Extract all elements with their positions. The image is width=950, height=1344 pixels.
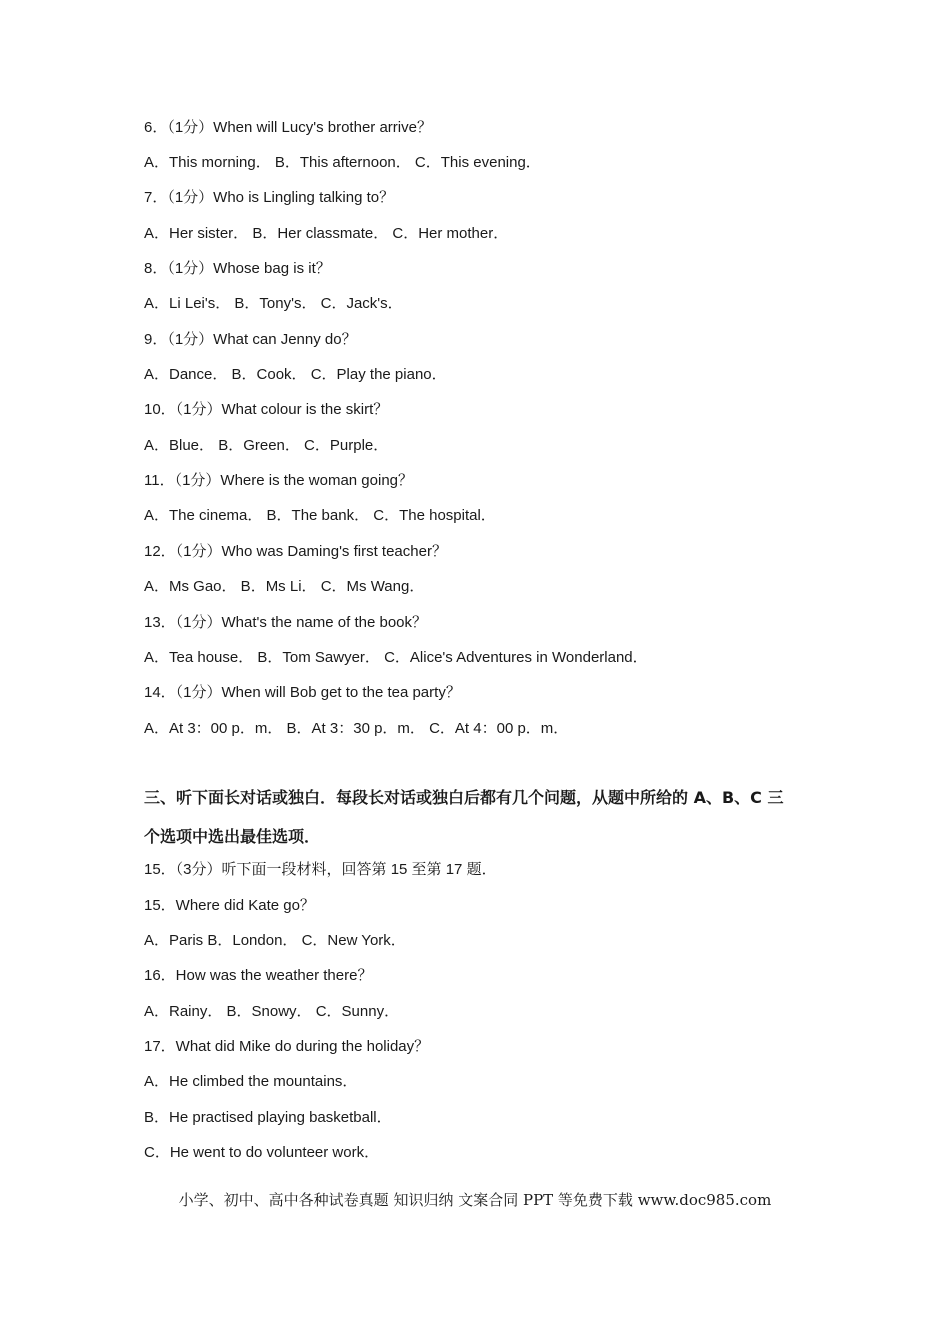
question-6-stem: 6．（1分）When will Lucy's brother arrive？ <box>144 119 432 136</box>
question-9-options: A．Dance． B．Cook． C．Play the piano． <box>144 366 447 383</box>
question-15-stem: 15．Where did Kate go？ <box>144 897 315 914</box>
question-15-intro: 15．（3分）听下面一段材料，回答第 15 至第 17 题． <box>144 861 497 878</box>
question-10-stem: 10．（1分）What colour is the skirt？ <box>144 401 389 418</box>
page-footer: 小学、初中、高中各种试卷真题 知识归纳 文案合同 PPT 等免费下载 www.doc985.com <box>178 1191 772 1209</box>
question-14-stem: 14．（1分）When will Bob get to the tea party？ <box>144 684 461 701</box>
question-13-options: A．Tea house． B．Tom Sawyer． C．Alice's Adventures in Wonderland． <box>144 649 648 666</box>
question-17-stem: 17．What did Mike do during the holiday？ <box>144 1038 430 1055</box>
question-11-stem: 11．（1分）Where is the woman going？ <box>144 472 414 489</box>
question-17-option-a: A．He climbed the mountains． <box>144 1073 358 1090</box>
question-14-options: A．At 3：00 p．m． B．At 3：30 p．m． C．At 4：00 p．m． <box>144 720 569 737</box>
question-12-stem: 12．（1分）Who was Daming's first teacher？ <box>144 543 447 560</box>
question-13-stem: 13．（1分）What's the name of the book？ <box>144 614 428 631</box>
section-3-title-line-1: 三、听下面长对话或独白．每段长对话或独白后都有几个问题，从题中所给的 A、B、C 三 <box>144 788 784 807</box>
question-17-option-c: C．He went to do volunteer work． <box>144 1144 380 1161</box>
question-7-options: A．Her sister． B．Her classmate． C．Her mother． <box>144 225 509 242</box>
question-8-options: A．Li Lei's． B．Tony's． C．Jack's． <box>144 295 403 312</box>
question-7-stem: 7．（1分）Who is Lingling talking to？ <box>144 189 395 206</box>
question-12-options: A．Ms Gao． B．Ms Li． C．Ms Wang． <box>144 578 425 595</box>
question-9-stem: 9．（1分）What can Jenny do？ <box>144 331 357 348</box>
question-17-option-b: B．He practised playing basketball． <box>144 1109 392 1126</box>
question-15-options: A．Paris B．London． C．New York． <box>144 932 406 949</box>
question-11-options: A．The cinema． B．The bank． C．The hospital． <box>144 507 496 524</box>
question-10-options: A．Blue． B．Green． C．Purple． <box>144 437 389 454</box>
section-3-title-line-2: 个选项中选出最佳选项． <box>144 827 321 846</box>
question-8-stem: 8．（1分）Whose bag is it？ <box>144 260 331 277</box>
question-16-options: A．Rainy． B．Snowy． C．Sunny． <box>144 1003 400 1020</box>
question-6-options: A．This morning． B．This afternoon． C．This evening． <box>144 154 541 171</box>
question-16-stem: 16．How was the weather there？ <box>144 967 373 984</box>
